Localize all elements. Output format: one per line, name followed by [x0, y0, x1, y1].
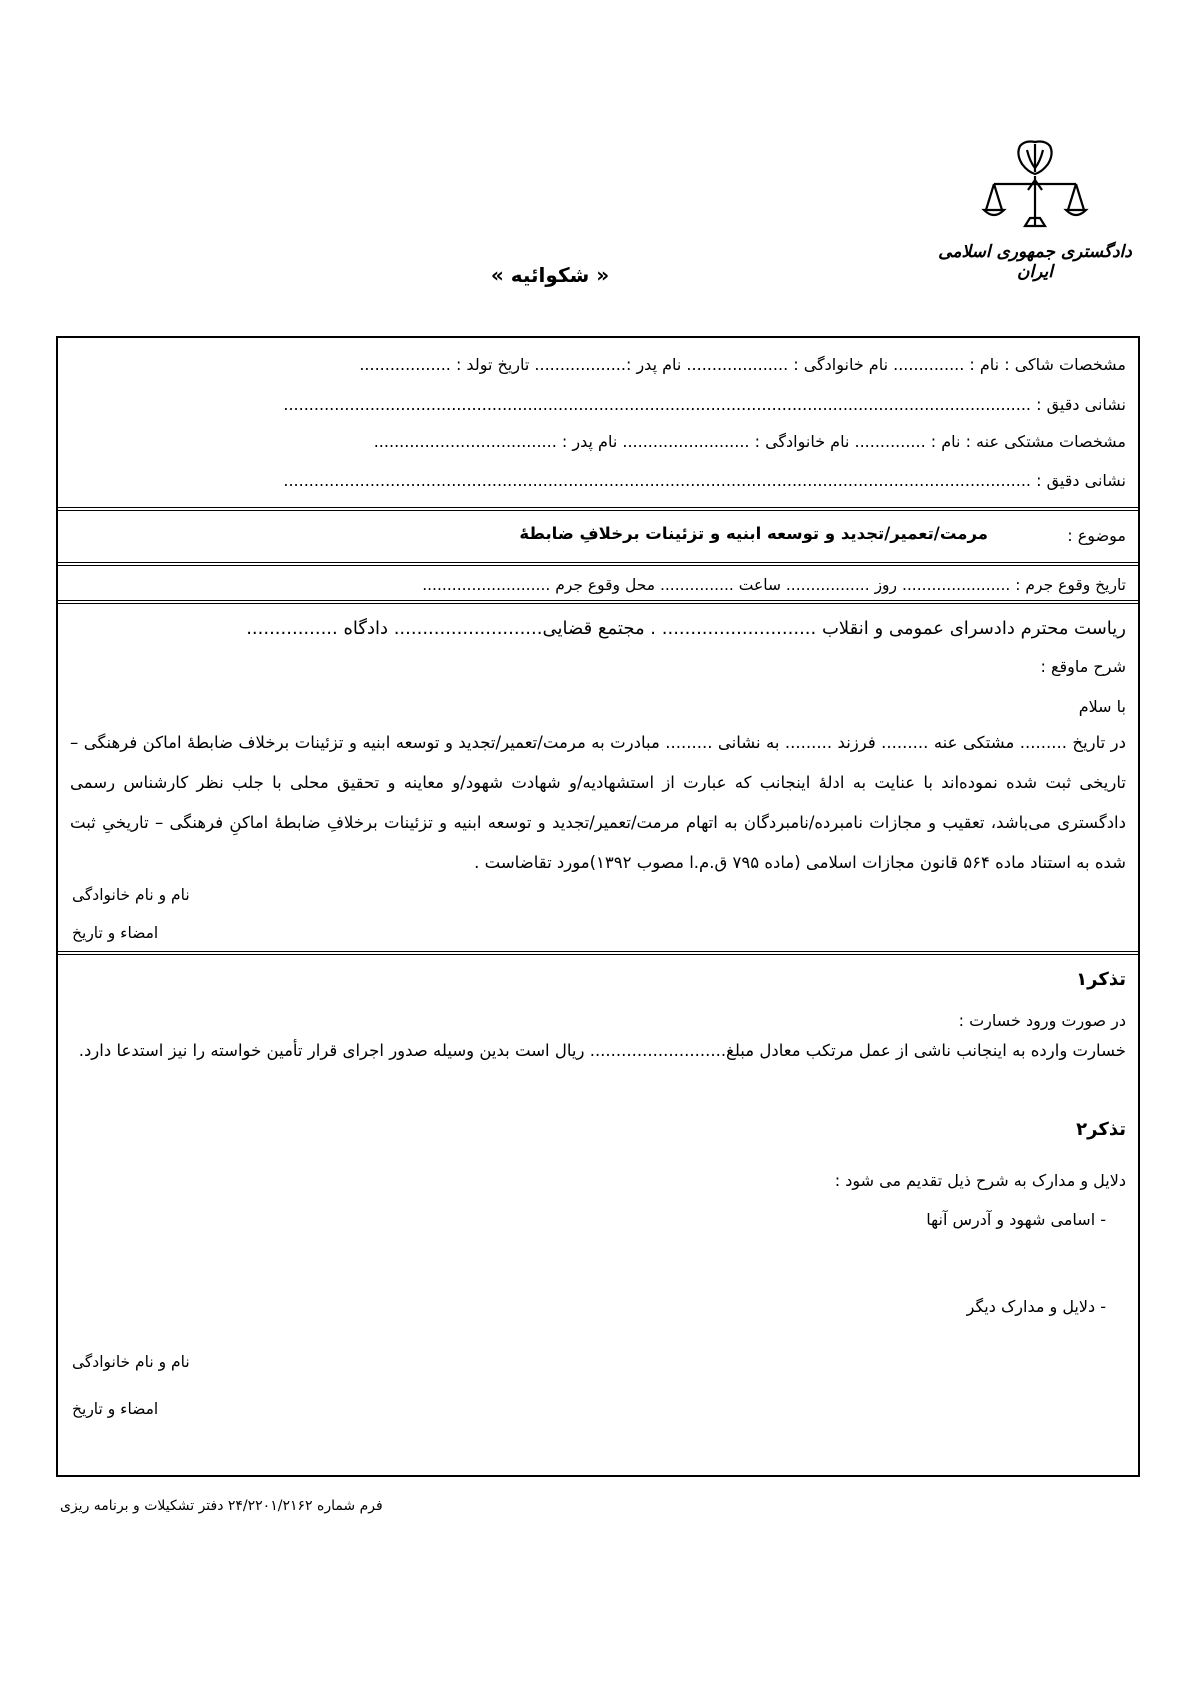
complainant-address: نشانی دقیق : ................................................................................................................................................... — [283, 395, 1126, 414]
greeting: با سلام — [1078, 697, 1126, 716]
subject-section — [58, 507, 1138, 555]
note2-item1: - اسامی شهود و آدرس آنها — [926, 1210, 1106, 1229]
emblem-caption: دادگستری جمهوری اسلامی ایران — [938, 242, 1132, 282]
complainant-line1: مشخصات شاکی : نام : .............. نام خانوادگی : .................... نام پدر :.................. تاریخ تولد : .................. — [359, 355, 1126, 374]
defendant-line1: مشخصات مشتکی عنه : نام : .............. نام خانوادگی : ......................... نام پدر : .................................... — [373, 432, 1126, 451]
note1-heading: تذکر۱ — [1076, 969, 1126, 990]
note2-item2: - دلایل و مدارک دیگر — [966, 1297, 1106, 1316]
parties-section — [58, 338, 1138, 490]
subject-value: مرمت/تعمیر/تجدید و توسعه ابنیه و تزئینات برخلافِ ضابطهٔ — [519, 524, 988, 543]
form-number-footer: فرم شماره ۲۴/۲۲۰۱/۲۱۶۲ دفتر تشکیلات و برنامه ریزی — [60, 1498, 383, 1514]
signature2-name-label: نام و نام خانوادگی — [72, 1353, 190, 1371]
crime-date-line: تاریخ وقوع جرم : ...................... روز ................. ساعت ............... محل وقوع جرم .......................... — [422, 576, 1126, 594]
form-title: « شکوائیه » — [490, 263, 610, 287]
defendant-address: نشانی دقیق : ................................................................................................................................................... — [283, 471, 1126, 490]
note2-intro: دلایل و مدارک به شرح ذیل تقدیم می شود : — [834, 1171, 1126, 1190]
note1-intro: در صورت ورود خسارت : — [958, 1011, 1126, 1030]
description-heading: شرح ماوقع : — [1040, 657, 1126, 676]
signature1-name-label: نام و نام خانوادگی — [72, 886, 190, 904]
note2-heading: تذکر۲ — [1076, 1119, 1126, 1140]
subject-label: موضوع : — [1067, 526, 1126, 545]
note1-body: خسارت وارده به اینجانب ناشی از عمل مرتکب معادل مبلغ.......................... ریال است بدین وسیله صدور اجرای قرار تأمین خواسته را نیز استدعا دارد. — [78, 1041, 1126, 1060]
judiciary-emblem — [925, 138, 1145, 282]
scales-of-justice-icon — [980, 138, 1090, 238]
description-section — [58, 600, 1138, 942]
description-body: در تاریخ ......... مشتکی عنه ......... فرزند ......... به نشانی ......... مبادرت به مرمت/تعمیر/تجدید و توسعه ابنیه و تزئینات برخلاف ضابطهٔ اماکن فرهنگی – تاریخی ثبت شده نموده‌اند با عنایت به ادلهٔ اینجانب که عبارت از استشهادیه/و شهادت شهود/و معاینه و تحقیق محلی با جلب نظر کارشناس رسمی دادگستری می‌باشد، تعقیب و مجازات نامبرده/نامبردگان به اتهام مرمت/تعمیر/تجدید و توسعه ابنیه و تزئینات برخلافِ ضابطهٔ اماکنِ فرهنگی – تاریخیِ ثبت شده به استناد ماده ۵۶۴ قانون مجازات اسلامی (ماده ۷۹۵ ق.م.ا مصوب ۱۳۹۲)مورد تقاضاست . — [70, 733, 1126, 872]
signature2-sign-label: امضاء و تاریخ — [72, 1400, 159, 1418]
signature1-sign-label: امضاء و تاریخ — [72, 924, 159, 942]
complaint-form — [56, 336, 1140, 1477]
notes-section — [58, 951, 1138, 1481]
addressee-line: ریاست محترم دادسرای عمومی و انقلاب ........................... . مجتمع قضایی.......................... دادگاه ................ — [246, 618, 1126, 639]
